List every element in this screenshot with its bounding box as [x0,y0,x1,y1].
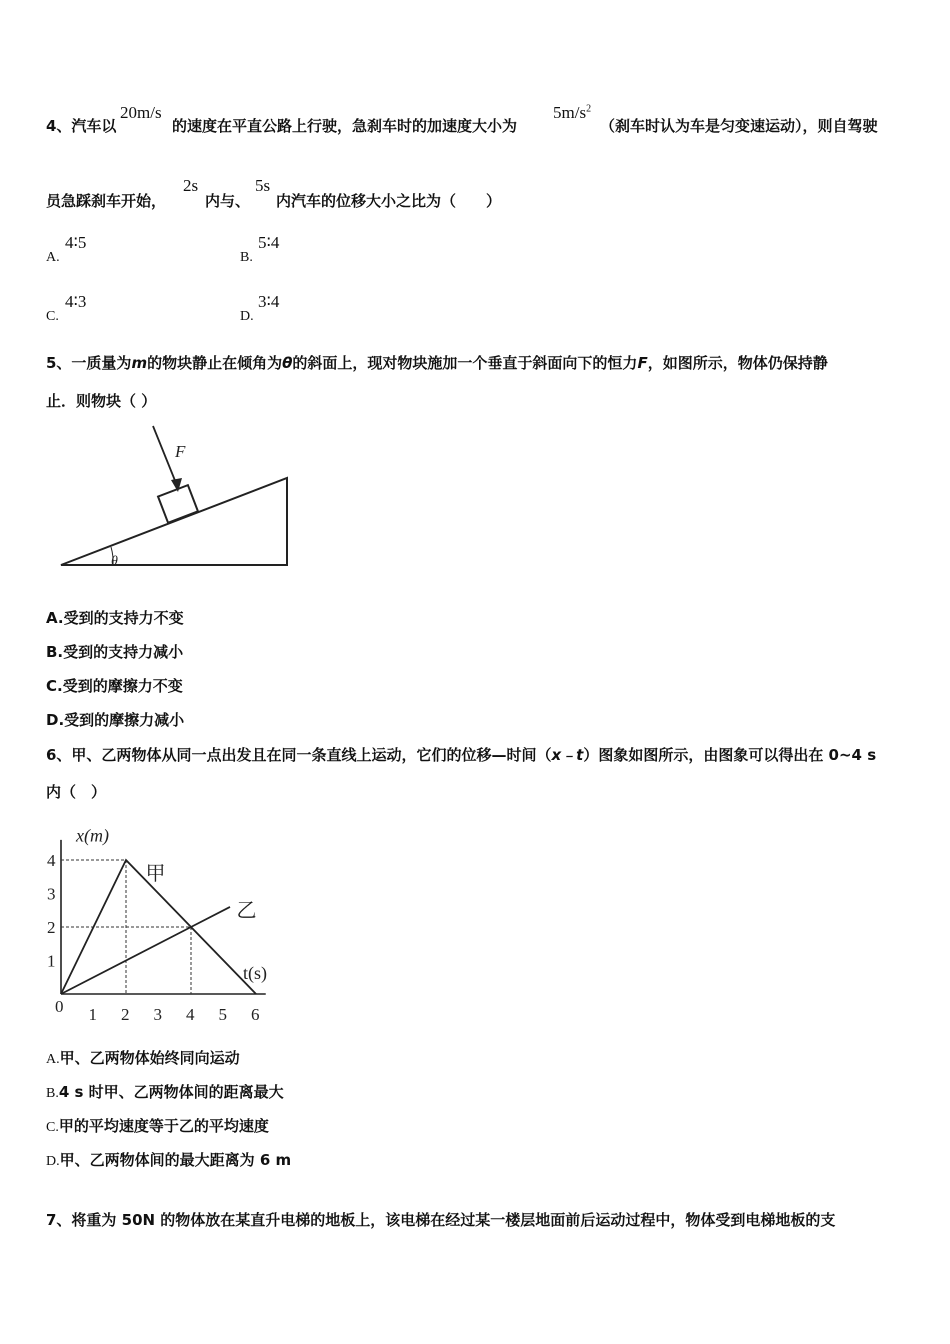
q6-option-b-label: B. [46,1086,59,1101]
y-tick-2: 2 [47,918,56,937]
q6-option-b [46,1081,284,1102]
q5-line2: 止．则物块（ ） [46,392,157,410]
q5-option-d: D.受到的摩擦力减小 [46,711,185,729]
force-label: F [175,442,186,461]
q6-option-d-label: D. [46,1154,60,1169]
x-axis-label: t(s) [243,962,267,983]
q6-xt: x﹣t [551,746,584,764]
q4-text-c: （刹车时认为车是匀变速运动），则自驾驶 [600,117,878,135]
q4-text-b: 的速度在平直公路上行驶，急刹车时的加速度大小为 [172,117,518,135]
q6-line2: 内（ ） [46,783,107,801]
q6-option-d-text: 甲、乙两物体间的最大距离为 6 m [59,1151,292,1169]
q6-text-b: ）图象如图所示，由图象可以得出在 0~4 s [583,746,877,764]
x-tick-0: 0 [55,997,64,1016]
q6-line1 [46,744,876,765]
x-tick-2: 2 [121,1005,130,1024]
series-line-1 [61,907,230,994]
q5-option-c: C.受到的摩擦力不变 [46,677,183,695]
x-tick-1: 1 [88,1005,97,1024]
q5-text-b: 的物块静止在倾角为 [147,354,283,372]
q6-option-d [46,1149,291,1170]
q4-option-b-label: B. [240,250,253,265]
y-tick-4: 4 [47,851,56,870]
q6-option-c [46,1115,269,1136]
x-tick-3: 3 [153,1005,162,1024]
x-tick-6: 6 [251,1005,260,1024]
xt-plot-area [47,826,267,1024]
q5-mass-symbol: m [131,354,148,372]
q4-option-a-value: 4∶5 [65,233,87,252]
q7-line1: 7、将重为 50N 的物体放在某直升电梯的地板上，该电梯在经过某一楼层地面前后运动过程中，物体受到电梯地板的支 [46,1211,836,1229]
q5-line1 [46,352,828,373]
q4-text: 4、汽车以 [46,117,117,135]
q4-option-c-label: C. [46,309,59,324]
q4-text-line2: 员急踩刹车开始， [46,192,167,210]
xt-chart [40,810,340,1035]
q4-text-line2c: 内汽车的位移大小之比为（ ） [276,192,502,210]
x-tick-5: 5 [218,1005,227,1024]
q4-line1 [46,115,116,136]
q4-accel [553,103,591,123]
q6-option-c-text: 甲的平均速度等于乙的平均速度 [58,1117,269,1135]
q4-option-a-label: A. [46,250,60,265]
incline-figure [55,420,300,575]
q4-option-c-value: 4∶3 [65,292,87,311]
q4-accel-value: 5m/s [553,103,587,122]
q5-text-c: 的斜面上，现对物块施加一个垂直于斜面向下的恒力 [292,354,638,372]
y-axis-label: x(m) [76,825,109,846]
q5-theta-symbol: θ [282,354,293,372]
q6-option-c-label: C. [46,1120,59,1135]
q5-text-d: ，如图所示，物体仍保持静 [647,354,828,372]
q4-t1: 2s [183,176,199,195]
x-tick-4: 4 [186,1005,195,1024]
series-label-yi: 乙 [236,899,257,922]
q4-option-d-label: D. [240,309,254,324]
q6-option-b-text: 4 s 时甲、乙两物体间的距离最大 [58,1083,284,1101]
q5-force-symbol: F [637,354,648,372]
series-label-jia: 甲 [145,863,166,886]
q5-option-a: A.受到的支持力不变 [46,609,184,627]
y-tick-1: 1 [47,951,56,971]
angle-label: θ [111,554,118,569]
q4-speed: 20m/s [120,103,162,122]
q5-option-b: B.受到的支持力减小 [46,643,184,661]
q4-option-d-value: 3∶4 [258,292,280,311]
q4-accel-exp: 2 [586,103,592,115]
q6-option-a [46,1047,240,1068]
q4-text-line2b: 内与、 [205,192,251,210]
q6-option-a-text: 甲、乙两物体始终同向运动 [59,1049,240,1067]
q6-option-a-label: A. [46,1052,60,1067]
y-tick-3: 3 [47,884,56,904]
q5-text-a: 5、一质量为 [46,354,132,372]
q4-t2: 5s [255,176,271,195]
q4-option-b-value: 5∶4 [258,233,280,252]
q6-text-a: 6、甲、乙两物体从同一点出发且在同一条直线上运动，它们的位移—时间（ [46,746,552,764]
